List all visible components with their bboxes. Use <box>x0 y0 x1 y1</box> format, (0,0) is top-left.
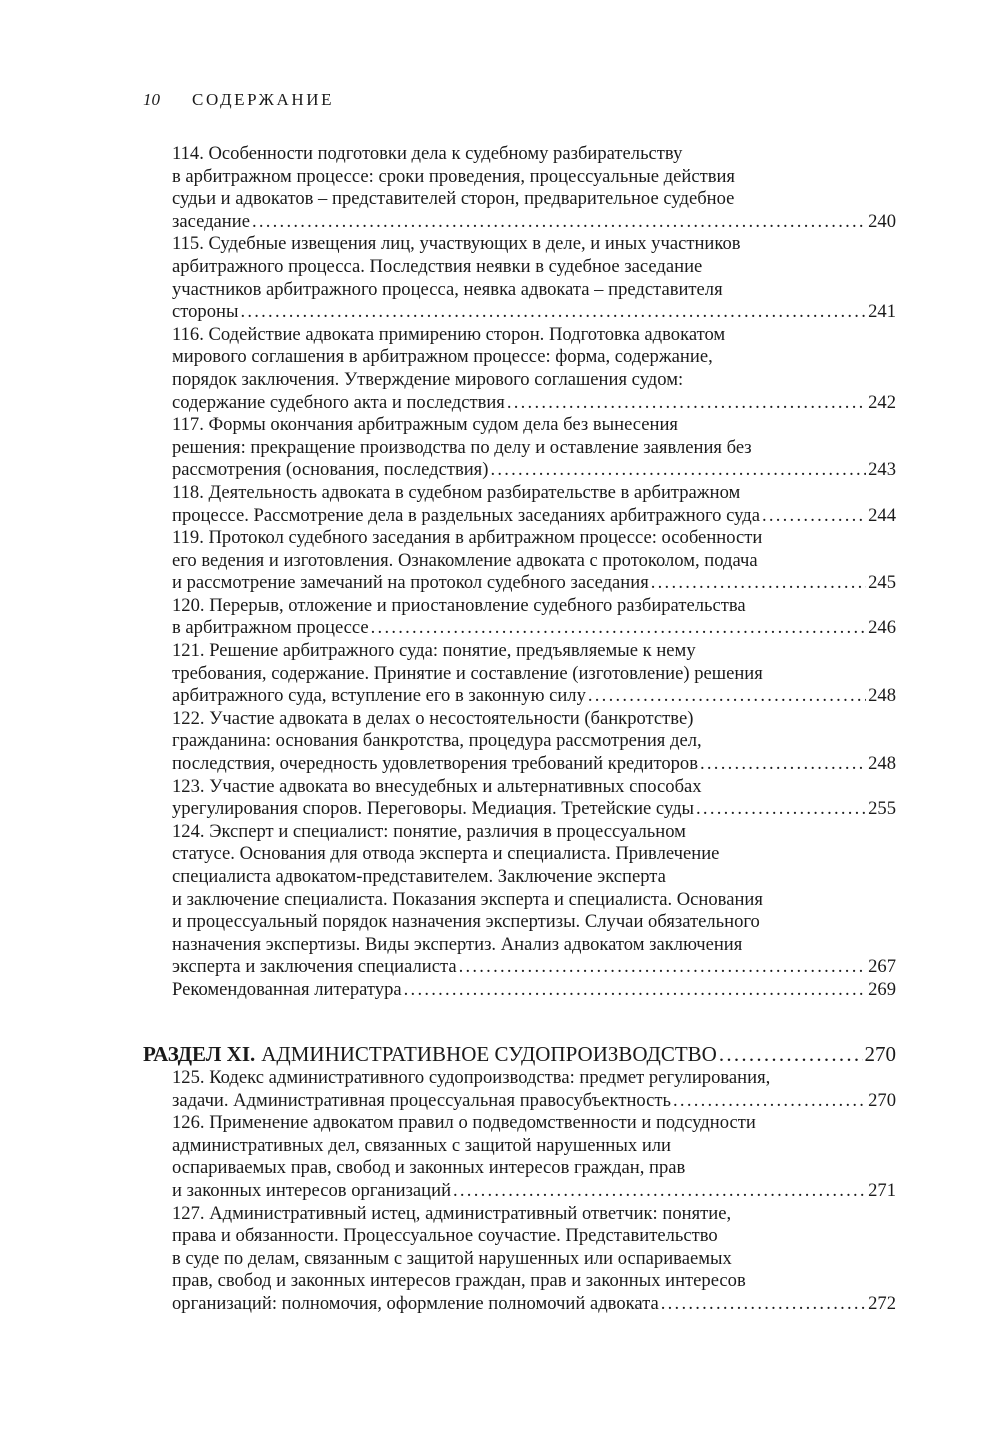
page-number: 10 <box>143 90 160 109</box>
toc-entry-text: 117. Формы окончания арбитражным судом дела без вынесения <box>172 414 678 436</box>
toc-entry-page: 271 <box>868 1179 896 1201</box>
toc-entry-line <box>172 346 896 369</box>
toc-entry-line <box>172 1180 896 1203</box>
toc-entry[interactable] <box>172 414 896 482</box>
toc-entry-text: 116. Содействие адвоката примирению сторон. Подготовка адвокатом <box>172 323 726 345</box>
leader-dots <box>490 459 866 482</box>
section-toc-list <box>172 1067 896 1316</box>
toc-entry-page: 270 <box>868 1089 896 1111</box>
toc-entry-text: 122. Участие адвоката в делах о несостоятельности (банкротстве) <box>172 707 694 729</box>
toc-entry-line <box>172 437 896 460</box>
leader-dots <box>762 505 866 528</box>
toc-entry[interactable] <box>172 143 896 233</box>
toc-entry-text: в суде по делам, связанным с защитой нарушенных или оспариваемых <box>172 1247 732 1269</box>
toc-entry-page: 248 <box>868 753 896 775</box>
toc-entry-line <box>172 821 896 844</box>
leader-dots <box>700 753 866 776</box>
toc-entry-page: 246 <box>868 617 896 639</box>
toc-entry[interactable] <box>172 1112 896 1202</box>
toc-entry[interactable] <box>172 482 896 527</box>
toc-entry[interactable] <box>172 979 896 1002</box>
toc-entry-text: административных дел, связанных с защитой нарушенных или <box>172 1134 671 1156</box>
toc-entry-line <box>172 482 896 505</box>
toc-entry[interactable] <box>172 1067 896 1112</box>
toc-entry-line <box>172 1270 896 1293</box>
toc-entry-line <box>172 776 896 799</box>
toc-entry-line <box>172 889 896 912</box>
toc-entry-page: 267 <box>868 956 896 978</box>
toc-entry-text: содержание судебного акта и последствия <box>172 391 505 413</box>
toc-entry-line <box>172 911 896 934</box>
toc-entry[interactable] <box>172 708 896 776</box>
toc-entry-text: Рекомендованная литература <box>172 978 402 1000</box>
toc-entry[interactable] <box>172 821 896 979</box>
toc-entry-page: 243 <box>868 459 896 481</box>
leader-dots <box>459 956 867 979</box>
toc-entry-line <box>172 369 896 392</box>
toc-entry-line <box>172 1067 896 1090</box>
toc-entry-line <box>172 617 896 640</box>
toc-entry-line <box>172 798 896 821</box>
toc-entry-text: назначения экспертизы. Виды экспертиз. Анализ адвокатом заключения <box>172 933 743 955</box>
toc-entry-text: рассмотрения (основания, последствия) <box>172 459 489 481</box>
toc-entry-text: требования, содержание. Принятие и составление (изготовление) решения <box>172 662 763 684</box>
leader-dots <box>696 798 866 821</box>
toc-entry-line <box>172 1248 896 1271</box>
toc-entry-text: и рассмотрение замечаний на протокол судебного заседания <box>172 572 649 594</box>
toc-entry-line <box>172 640 896 663</box>
toc-entry-text: его ведения и изготовления. Ознакомление адвоката с протоколом, подача <box>172 549 758 571</box>
toc-entry-line <box>172 166 896 189</box>
toc-entry[interactable] <box>172 640 896 708</box>
toc-entry-page: 255 <box>868 798 896 820</box>
toc-entry-line <box>172 866 896 889</box>
toc-entry-text: мирового соглашения в арбитражном процессе: форма, содержание, <box>172 346 713 368</box>
leader-dots <box>661 1293 866 1316</box>
toc-entry-line <box>172 1112 896 1135</box>
toc-entry-line <box>172 392 896 415</box>
running-title: СОДЕРЖАНИЕ <box>192 90 335 109</box>
leader-dots <box>673 1090 866 1113</box>
toc-entry-text: порядок заключения. Утверждение мирового соглашения судом: <box>172 368 684 390</box>
toc-entry-page: 245 <box>868 572 896 594</box>
toc-entry-line <box>172 685 896 708</box>
toc-entry-text: арбитражного суда, вступление его в законную силу <box>172 685 586 707</box>
toc-entry-text: процессе. Рассмотрение дела в раздельных заседаниях арбитражного суда <box>172 504 760 526</box>
leader-dots <box>404 979 866 1002</box>
toc-entry-text: участников арбитражного процесса, неявка адвоката – представителя <box>172 278 723 300</box>
toc-entry-text: статусе. Основания для отвода эксперта и специалиста. Привлечение <box>172 843 720 865</box>
toc-entry-page: 248 <box>868 685 896 707</box>
toc-entry-text: и законных интересов организаций <box>172 1179 452 1201</box>
toc-entry-text: 124. Эксперт и специалист: понятие, различия в процессуальном <box>172 820 686 842</box>
toc-entry-text: 119. Протокол судебного заседания в арбитражном процессе: особенности <box>172 527 763 549</box>
toc-entry-text: 114. Особенности подготовки дела к судебному разбирательству <box>172 143 683 164</box>
toc-entry-page: 244 <box>868 504 896 526</box>
toc-entry-text: оспариваемых прав, свобод и законных интересов граждан, прав <box>172 1157 686 1179</box>
toc-entry-line <box>172 956 896 979</box>
leader-dots <box>252 211 866 234</box>
toc-entry-text: гражданина: основания банкротства, процедура рассмотрения дел, <box>172 730 702 752</box>
toc-entry[interactable] <box>172 324 896 414</box>
leader-dots <box>371 617 866 640</box>
section-label: РАЗДЕЛ XI. <box>143 1042 256 1066</box>
toc-entry-line <box>172 1225 896 1248</box>
toc-entry[interactable] <box>172 233 896 323</box>
toc-entry[interactable] <box>172 776 896 821</box>
toc-entry-line <box>172 459 896 482</box>
leader-dots <box>719 1041 863 1067</box>
toc-entry-text: судьи и адвокатов – представителей сторон, предварительное судебное <box>172 188 735 210</box>
toc-entry-line <box>172 595 896 618</box>
toc-entry-line <box>172 233 896 256</box>
toc-entry-text: задачи. Административная процессуальная правосубъектность <box>172 1089 672 1111</box>
toc-entry-text: 123. Участие адвоката во внесудебных и альтернативных способах <box>172 775 702 797</box>
running-header <box>143 90 334 110</box>
toc-entry-line <box>172 663 896 686</box>
toc-entry-text: в арбитражном процессе <box>172 617 369 639</box>
toc-entry[interactable] <box>172 595 896 640</box>
toc-entry-page: 241 <box>868 301 896 323</box>
toc-entry-text: 126. Применение адвокатом правил о подведомственности и подсудности <box>172 1112 756 1134</box>
toc-entry-line <box>172 143 896 166</box>
toc-entry-line <box>172 211 896 234</box>
toc-entry-text: эксперта и заключения специалиста <box>172 956 457 978</box>
toc-entry-page: 272 <box>868 1292 896 1314</box>
leader-dots <box>453 1180 866 1203</box>
toc-entry-text: специалиста адвокатом-представителем. Заключение эксперта <box>172 866 666 887</box>
leader-dots <box>240 301 866 324</box>
toc-entry-text: 115. Судебные извещения лиц, участвующих в деле, и иных участников <box>172 233 741 255</box>
leader-dots <box>507 392 866 415</box>
toc-entry-text: и процессуальный порядок назначения экспертизы. Случаи обязательного <box>172 911 760 933</box>
toc-entry-text: решения: прекращение производства по делу и оставление заявления без <box>172 436 752 458</box>
toc-entry-line <box>172 414 896 437</box>
toc-entry-page: 269 <box>868 978 896 1000</box>
toc-entry-text: 121. Решение арбитражного суда: понятие, предъявляемые к нему <box>172 640 696 662</box>
toc-entry-text: 125. Кодекс административного судопроизводства: предмет регулирования, <box>172 1067 771 1088</box>
leader-dots <box>651 572 866 595</box>
toc-entry[interactable] <box>172 527 896 595</box>
section-page: 270 <box>864 1042 896 1066</box>
toc-entry-text: и заключение специалиста. Показания эксперта и специалиста. Основания <box>172 888 763 910</box>
toc-entry-page: 242 <box>868 391 896 413</box>
toc-entry-line <box>172 1135 896 1158</box>
toc-list <box>172 143 896 1002</box>
toc-entry-text: последствия, очередность удовлетворения требований кредиторов <box>172 753 698 775</box>
section-heading[interactable] <box>143 1041 896 1067</box>
toc-entry-line <box>172 708 896 731</box>
toc-entry-line <box>172 1293 896 1316</box>
toc-entry-text: организаций: полномочия, оформление полномочий адвоката <box>172 1292 659 1314</box>
toc-entry-line <box>172 279 896 302</box>
toc-entry-line <box>172 527 896 550</box>
toc-entry-text: стороны <box>172 301 239 323</box>
toc-entry-text: права и обязанности. Процессуальное соучастие. Представительство <box>172 1225 718 1247</box>
toc-entry-text: прав, свобод и законных интересов граждан, прав и законных интересов <box>172 1270 746 1292</box>
toc-entry[interactable] <box>172 1203 896 1316</box>
toc-entry-line <box>172 324 896 347</box>
toc-entry-line <box>172 1090 896 1113</box>
toc-entry-text: в арбитражном процессе: сроки проведения, процессуальные действия <box>172 165 735 187</box>
toc-entry-line <box>172 934 896 957</box>
toc-entry-text: 118. Деятельность адвоката в судебном разбирательстве в арбитражном <box>172 481 741 503</box>
toc-entry-line <box>172 753 896 776</box>
toc-entry-line <box>172 843 896 866</box>
toc-entry-text: 127. Административный истец, административный ответчик: понятие, <box>172 1202 732 1224</box>
leader-dots <box>588 685 866 708</box>
toc-entry-line <box>172 979 896 1002</box>
toc-entry-page: 240 <box>868 210 896 232</box>
toc-entry-line <box>172 1203 896 1226</box>
toc-entry-line <box>172 256 896 279</box>
toc-entry-line <box>172 730 896 753</box>
section-title: АДМИНИСТРАТИВНОЕ СУДОПРОИЗВОДСТВО <box>261 1042 717 1066</box>
toc-entry-line <box>172 550 896 573</box>
toc-entry-text: 120. Перерыв, отложение и приостановление судебного разбирательства <box>172 594 746 616</box>
toc-entry-text: арбитражного процесса. Последствия неявки в судебное заседание <box>172 255 703 277</box>
toc-entry-line <box>172 505 896 528</box>
toc-entry-text: урегулирования споров. Переговоры. Медиация. Третейские суды <box>172 798 695 820</box>
toc-entry-line <box>172 301 896 324</box>
toc-entry-text: заседание <box>172 210 250 232</box>
toc-entry-line <box>172 1157 896 1180</box>
toc-entry-line <box>172 572 896 595</box>
toc-entry-line <box>172 188 896 211</box>
